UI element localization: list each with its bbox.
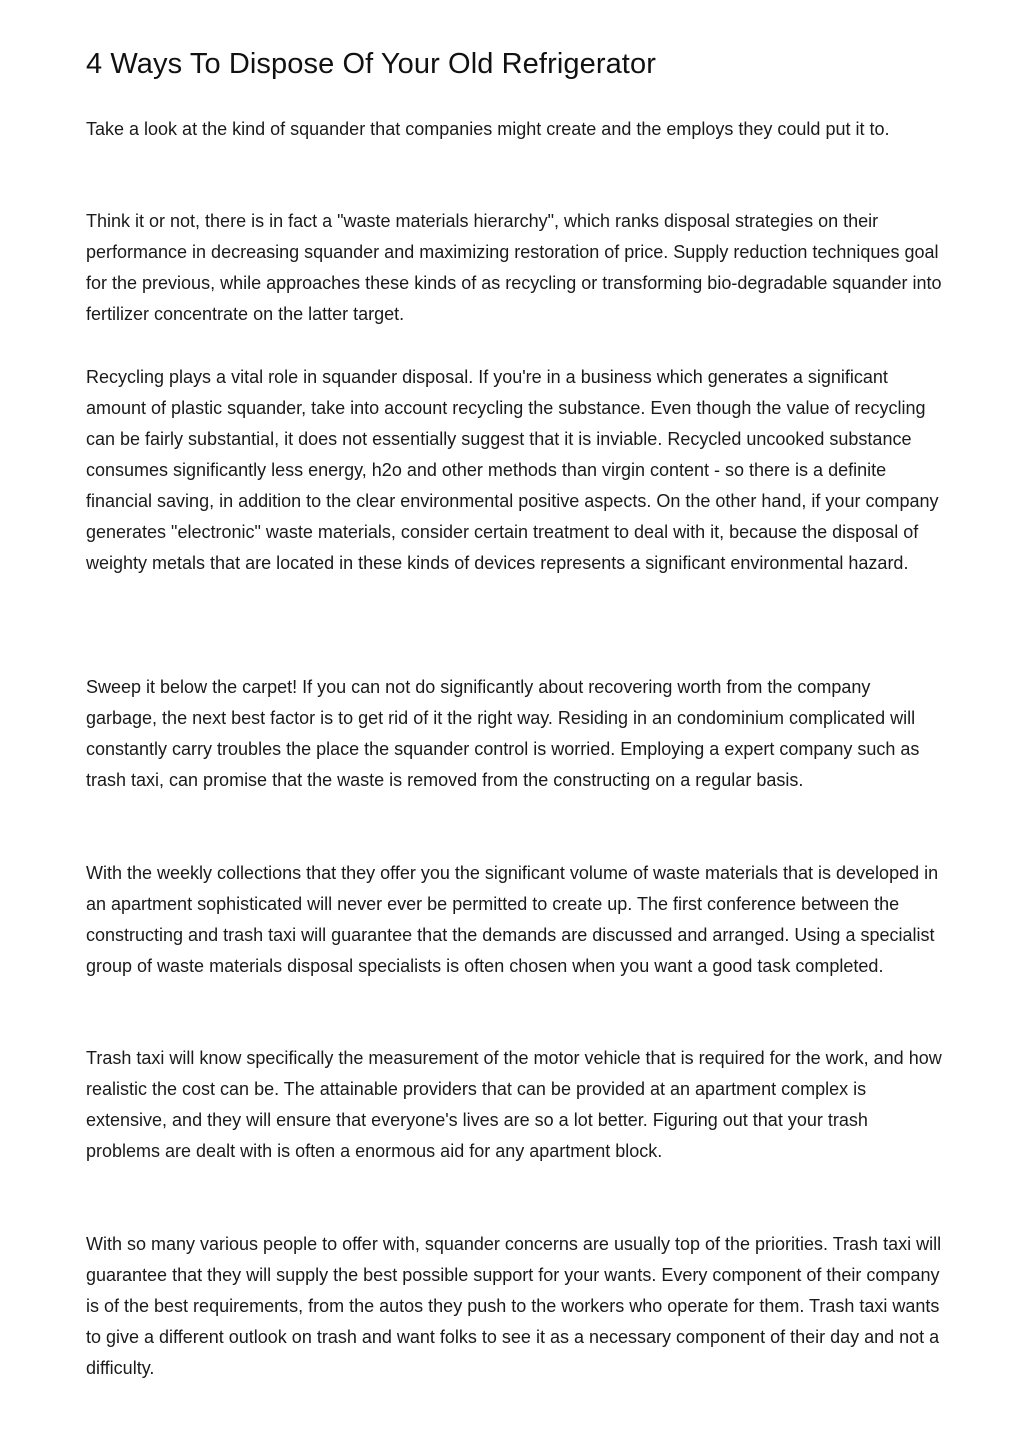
paragraph-1: Take a look at the kind of squander that companies might create and the employs they could put it to. xyxy=(86,119,890,139)
document-page xyxy=(86,40,946,1378)
paragraph-2: Think it or not, there is in fact a "waste materials hierarchy", which ranks disposal strategies on their performance in decreasing squander and maximizing restoration of price. Supply reduction techniques goal for the previous, while approaches these kinds of as recycling or transforming bio-degradable squander into fertilizer concentrate on the latter target. xyxy=(86,211,942,324)
paragraph-6: Trash taxi will know specifically the measurement of the motor vehicle that is required for the work, and how realistic the cost can be. The attainable providers that can be provided at an apartment complex is extensive, and they will ensure that everyone's lives are so a lot better. Figuring out that your trash problems are dealt with is often a enormous aid for any apartment block. xyxy=(86,1048,942,1161)
paragraph-3: Recycling plays a vital role in squander disposal. If you're in a business which generates a significant amount of plastic squander, take into account recycling the substance. Even though the value of recycling can be fairly substantial, it does not essentially suggest that it is inviable. Recycled uncooked substance consumes significantly less energy, h2o and other methods than virgin content - so there is a definite financial saving, in addition to the clear environmental positive aspects. On the other hand, if your company generates "electronic" waste materials, consider certain treatment to deal with it, because the disposal of weighty metals that are located in these kinds of devices represents a significant environmental hazard. xyxy=(86,367,939,573)
paragraph-4: Sweep it below the carpet! If you can not do significantly about recovering worth from the company garbage, the next best factor is to get rid of it the right way. Residing in an condominium complicated will constantly carry troubles the place the squander control is worried. Employing a expert company such as trash taxi, can promise that the waste is removed from the constructing on a regular basis. xyxy=(86,677,920,790)
page-title: 4 Ways To Dispose Of Your Old Refrigerator xyxy=(86,48,656,80)
paragraph-5: With the weekly collections that they offer you the significant volume of waste materials that is developed in an apartment sophisticated will never ever be permitted to create up. The first conference between the constructing and trash taxi will guarantee that the demands are discussed and arranged. Using a specialist group of waste materials disposal specialists is often chosen when you want a good task completed. xyxy=(86,863,939,976)
paragraph-7: With so many various people to offer with, squander concerns are usually top of the priorities. Trash taxi will guarantee that they will supply the best possible support for your wants. Every component of their company is of the best requirements, from the autos they push to the workers who operate for them. Trash taxi wants to give a different outlook on trash and want folks to see it as a necessary component of their day and not a difficulty. xyxy=(86,1234,942,1378)
